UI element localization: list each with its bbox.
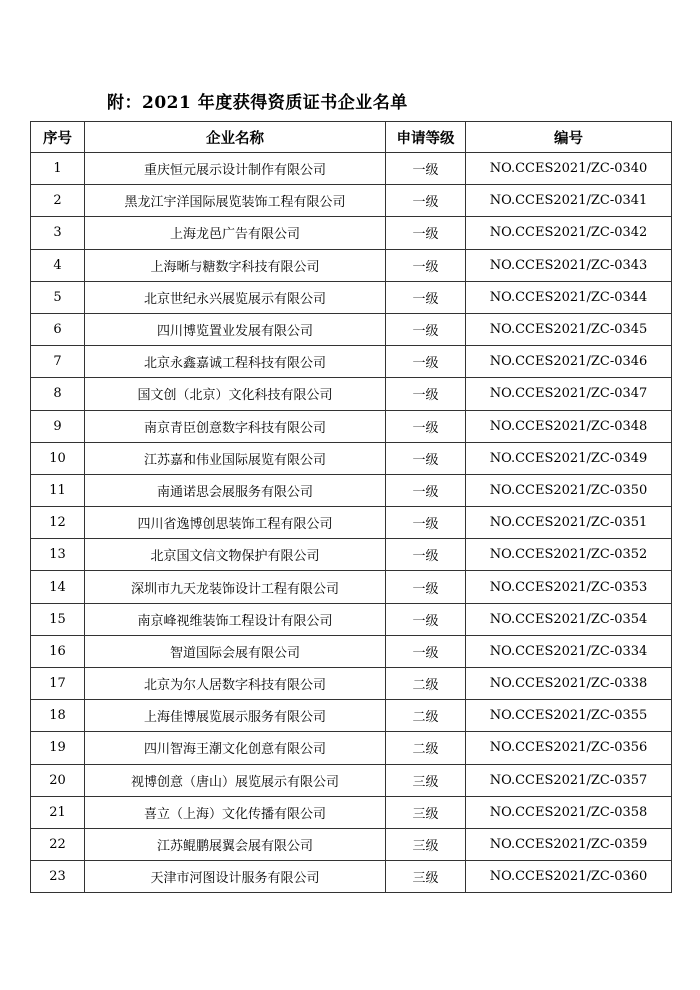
table-row	[31, 571, 672, 603]
grade-cell: 一级	[386, 410, 466, 442]
grade-cell: 一级	[386, 249, 466, 281]
certificate-number-cell: NO.CCES2021/ZC-0360	[466, 861, 672, 893]
company-name-cell: 黑龙江宇洋国际展览装饰工程有限公司	[85, 185, 386, 217]
company-name-cell: 北京永鑫嘉诚工程科技有限公司	[85, 346, 386, 378]
table-row	[31, 474, 672, 506]
header-serial: 序号	[31, 122, 85, 153]
serial-cell: 3	[31, 217, 85, 249]
grade-cell: 一级	[386, 571, 466, 603]
certificate-number-cell: NO.CCES2021/ZC-0342	[466, 217, 672, 249]
grade-cell: 一级	[386, 217, 466, 249]
serial-cell: 9	[31, 410, 85, 442]
serial-cell: 6	[31, 313, 85, 345]
grade-cell: 二级	[386, 668, 466, 700]
certificate-number-cell: NO.CCES2021/ZC-0350	[466, 474, 672, 506]
company-name-cell: 江苏鲲鹏展翼会展有限公司	[85, 828, 386, 860]
table-row	[31, 764, 672, 796]
table-row	[31, 249, 672, 281]
serial-cell: 11	[31, 474, 85, 506]
grade-cell: 一级	[386, 507, 466, 539]
serial-cell: 4	[31, 249, 85, 281]
company-name-cell: 南京峰视维装饰工程设计有限公司	[85, 603, 386, 635]
company-name-cell: 四川博览置业发展有限公司	[85, 313, 386, 345]
serial-cell: 14	[31, 571, 85, 603]
serial-cell: 23	[31, 861, 85, 893]
page-title: 附：2021 年度获得资质证书企业名单	[107, 93, 408, 113]
serial-cell: 21	[31, 796, 85, 828]
certificate-number-cell: NO.CCES2021/ZC-0345	[466, 313, 672, 345]
grade-cell: 一级	[386, 442, 466, 474]
certificate-number-cell: NO.CCES2021/ZC-0358	[466, 796, 672, 828]
serial-cell: 8	[31, 378, 85, 410]
company-name-cell: 南通诺思会展服务有限公司	[85, 474, 386, 506]
table-row	[31, 603, 672, 635]
certificate-number-cell: NO.CCES2021/ZC-0353	[466, 571, 672, 603]
serial-cell: 15	[31, 603, 85, 635]
table-row	[31, 153, 672, 185]
company-name-cell: 国文创（北京）文化科技有限公司	[85, 378, 386, 410]
company-name-cell: 上海佳博展览展示服务有限公司	[85, 700, 386, 732]
serial-cell: 13	[31, 539, 85, 571]
grade-cell: 一级	[386, 603, 466, 635]
certificate-number-cell: NO.CCES2021/ZC-0340	[466, 153, 672, 185]
certificate-number-cell: NO.CCES2021/ZC-0334	[466, 635, 672, 667]
company-name-cell: 四川省逸博创思装饰工程有限公司	[85, 507, 386, 539]
header-grade: 申请等级	[386, 122, 466, 153]
serial-cell: 10	[31, 442, 85, 474]
company-name-cell: 喜立（上海）文化传播有限公司	[85, 796, 386, 828]
table-row	[31, 410, 672, 442]
company-name-cell: 上海龙邑广告有限公司	[85, 217, 386, 249]
certificate-number-cell: NO.CCES2021/ZC-0354	[466, 603, 672, 635]
grade-cell: 一级	[386, 281, 466, 313]
serial-cell: 1	[31, 153, 85, 185]
grade-cell: 三级	[386, 828, 466, 860]
company-name-cell: 四川智海王潮文化创意有限公司	[85, 732, 386, 764]
table-row	[31, 796, 672, 828]
company-name-cell: 江苏嘉和伟业国际展览有限公司	[85, 442, 386, 474]
serial-cell: 22	[31, 828, 85, 860]
company-name-cell: 深圳市九天龙装饰设计工程有限公司	[85, 571, 386, 603]
table-row	[31, 507, 672, 539]
table-row	[31, 861, 672, 893]
table-row	[31, 828, 672, 860]
table-row	[31, 700, 672, 732]
table-row	[31, 346, 672, 378]
serial-cell: 19	[31, 732, 85, 764]
table-row	[31, 378, 672, 410]
certificate-number-cell: NO.CCES2021/ZC-0351	[466, 507, 672, 539]
header-certificate-number: 编号	[466, 122, 672, 153]
table-row	[31, 668, 672, 700]
grade-cell: 一级	[386, 346, 466, 378]
serial-cell: 20	[31, 764, 85, 796]
certificate-number-cell: NO.CCES2021/ZC-0352	[466, 539, 672, 571]
grade-cell: 一级	[386, 539, 466, 571]
grade-cell: 一级	[386, 153, 466, 185]
certificate-number-cell: NO.CCES2021/ZC-0357	[466, 764, 672, 796]
table-row	[31, 281, 672, 313]
grade-cell: 一级	[386, 635, 466, 667]
grade-cell: 一级	[386, 474, 466, 506]
company-name-cell: 重庆恒元展示设计制作有限公司	[85, 153, 386, 185]
certificate-number-cell: NO.CCES2021/ZC-0359	[466, 828, 672, 860]
company-name-cell: 北京国文信文物保护有限公司	[85, 539, 386, 571]
certificate-number-cell: NO.CCES2021/ZC-0347	[466, 378, 672, 410]
header-company-name: 企业名称	[85, 122, 386, 153]
certificate-number-cell: NO.CCES2021/ZC-0341	[466, 185, 672, 217]
company-name-cell: 南京青臣创意数字科技有限公司	[85, 410, 386, 442]
company-name-cell: 北京世纪永兴展览展示有限公司	[85, 281, 386, 313]
certificate-number-cell: NO.CCES2021/ZC-0344	[466, 281, 672, 313]
company-name-cell: 北京为尔人居数字科技有限公司	[85, 668, 386, 700]
grade-cell: 一级	[386, 185, 466, 217]
serial-cell: 12	[31, 507, 85, 539]
certificate-number-cell: NO.CCES2021/ZC-0349	[466, 442, 672, 474]
table-row	[31, 635, 672, 667]
certificate-number-cell: NO.CCES2021/ZC-0338	[466, 668, 672, 700]
table-row	[31, 442, 672, 474]
grade-cell: 三级	[386, 861, 466, 893]
grade-cell: 二级	[386, 732, 466, 764]
table-row	[31, 539, 672, 571]
serial-cell: 2	[31, 185, 85, 217]
certificate-number-cell: NO.CCES2021/ZC-0356	[466, 732, 672, 764]
company-name-cell: 视博创意（唐山）展览展示有限公司	[85, 764, 386, 796]
serial-cell: 5	[31, 281, 85, 313]
serial-cell: 16	[31, 635, 85, 667]
grade-cell: 一级	[386, 378, 466, 410]
table-row	[31, 732, 672, 764]
company-list-table	[30, 121, 672, 893]
serial-cell: 18	[31, 700, 85, 732]
certificate-number-cell: NO.CCES2021/ZC-0346	[466, 346, 672, 378]
grade-cell: 二级	[386, 700, 466, 732]
grade-cell: 一级	[386, 313, 466, 345]
grade-cell: 三级	[386, 796, 466, 828]
table-row	[31, 185, 672, 217]
serial-cell: 17	[31, 668, 85, 700]
certificate-number-cell: NO.CCES2021/ZC-0348	[466, 410, 672, 442]
company-name-cell: 上海晰与糖数字科技有限公司	[85, 249, 386, 281]
certificate-number-cell: NO.CCES2021/ZC-0355	[466, 700, 672, 732]
grade-cell: 三级	[386, 764, 466, 796]
company-name-cell: 智道国际会展有限公司	[85, 635, 386, 667]
certificate-number-cell: NO.CCES2021/ZC-0343	[466, 249, 672, 281]
table-header-row	[31, 122, 672, 153]
table-row	[31, 313, 672, 345]
serial-cell: 7	[31, 346, 85, 378]
company-name-cell: 天津市河图设计服务有限公司	[85, 861, 386, 893]
table-row	[31, 217, 672, 249]
